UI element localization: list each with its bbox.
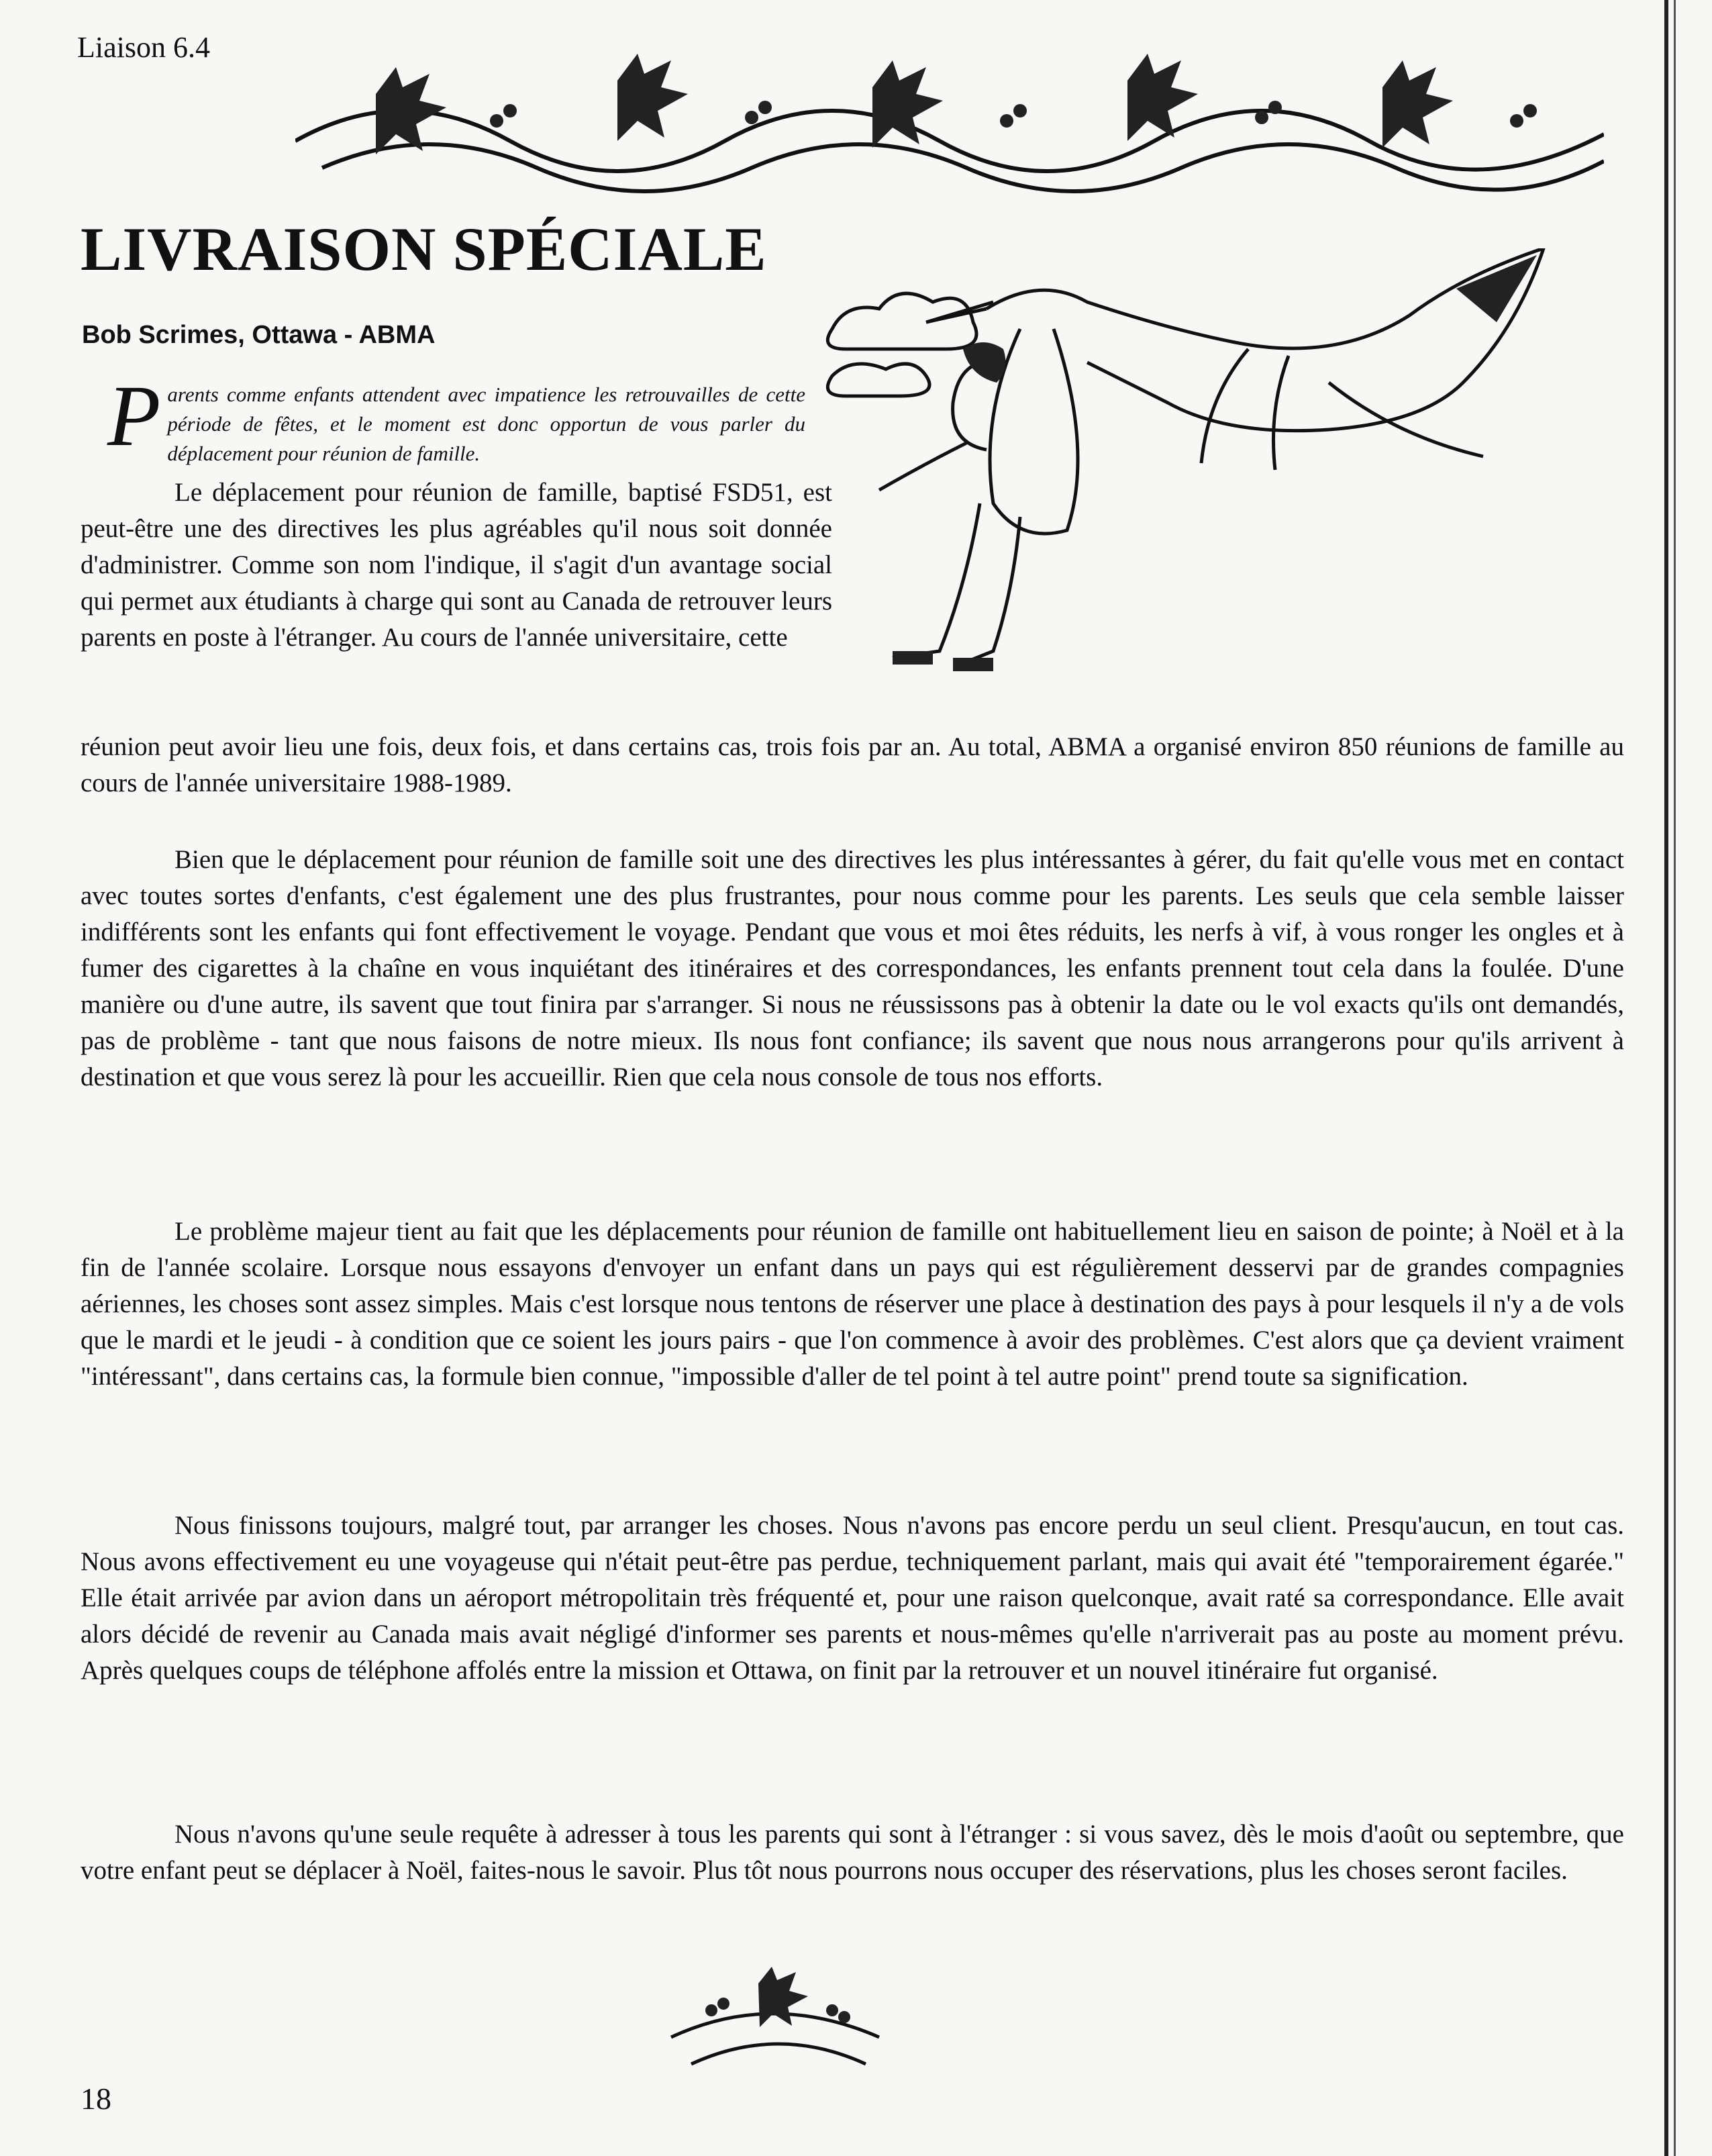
paragraph-3: [81, 1214, 1624, 1395]
paragraph-2: [81, 842, 1624, 1095]
intro-text: arents comme enfants attendent avec impatience les retrouvailles de cette période de fêtes, et le moment est donc opportun de vous parler du déplacement pour réunion de famille.: [167, 383, 805, 465]
page-number: 18: [81, 2081, 111, 2116]
paragraph-1-continued: réunion peut avoir lieu une fois, deux fois, et dans certains cas, trois fois par an. Au total, ABMA a organisé environ 850 réunions de famille au cours de l'année universitaire 1988-1989.: [81, 732, 1624, 797]
paragraph-1-text: Le déplacement pour réunion de famille, baptisé FSD51, est peut-être une des directives les plus agréables qu'il nous soit donnée d'administrer. Comme son nom l'indique, il s'agit d'un avantage social qui permet aux étudiants à charge qui sont au Canada de retrouver leurs parents en poste à l'étranger. Au cours de l'année universitaire, cette: [81, 478, 832, 652]
paragraph-5: [81, 1816, 1624, 1889]
header-label: Liaison 6.4: [77, 31, 210, 64]
stork-icon: [819, 248, 1624, 705]
paragraph-1: [81, 475, 832, 656]
page-edge-shadow: [1674, 0, 1676, 2156]
drop-cap: P: [107, 368, 161, 464]
intro-paragraph: [81, 368, 805, 469]
holly-border-icon: [295, 40, 1604, 201]
byline: Bob Scrimes, Ottawa - ABMA: [82, 321, 436, 349]
paragraph-4-text: Nous finissons toujours, malgré tout, par arranger les choses. Nous n'avons pas encore perdu un seul client. Presqu'aucun, en tout cas. Nous avons effectivement eu une voyageuse qui n'était peut-être pas perdue, techniquement parlant, mais qui avait été "temporairement égarée." Elle était arrivée par avion dans un aéroport métropolitain très fréquenté et, pour une raison quelconque, avait raté sa correspondance. Elle avait alors décidé de revenir au Canada mais avait négligé d'informer ses parents et nous-mêmes qu'elle n'arriverait pas au poste au moment prévu. Après quelques coups de téléphone affolés entre la mission et Ottawa, on finit par la retrouver et un nouvel itinéraire fut organisé.: [81, 1511, 1624, 1685]
holly-sprig-icon: [664, 1963, 886, 2077]
paragraph-4: [81, 1508, 1624, 1689]
paragraph-3-text: Le problème majeur tient au fait que les déplacements pour réunion de famille ont habituellement lieu en saison de pointe; à Noël et à la fin de l'année scolaire. Lorsque nous essayons d'envoyer un enfant dans un pays qui est régulièrement desservi par de grandes compagnies aériennes, les choses sont assez simples. Mais c'est lorsque nous tentons de réserver une place à destination des pays à pour lesquels il n'y a de vols que le mardi et le jeudi - à condition que ce soient les jours pairs - que l'on commence à avoir des problèmes. C'est alors que ça devient vraiment "intéressant", dans certains cas, la formule bien connue, "impossible d'aller de tel point à tel autre point" prend toute sa signification.: [81, 1217, 1624, 1391]
paragraph-2-text: Bien que le déplacement pour réunion de famille soit une des directives les plus intéressantes à gérer, du fait qu'elle vous met en contact avec toutes sortes d'enfants, c'est également une des plus frustrantes, pour nous comme pour les parents. Les seuls que cela semble laisser indifférents sont les enfants qui font effectivement le voyage. Pendant que vous et moi êtes réduits, les nerfs à vif, à vous ronger les ongles et à fumer des cigarettes à la chaîne en vous inquiétant des itinéraires et des correspondances, les enfants prennent tout cela dans la foulée. D'une manière ou d'une autre, ils savent que tout finira par s'arranger. Si nous ne réussissons pas à obtenir la date ou le vol exacts qu'ils ont demandés, pas de problème - tant que nous faisons de notre mieux. Ils nous font confiance; ils savent que nous nous arrangerons pour qu'ils arrivent à destination et que vous serez là pour les accueillir. Rien que cela nous console de tous nos efforts.: [81, 845, 1624, 1091]
article-title: LIVRAISON SPÉCIALE: [81, 215, 767, 283]
page-edge: [1664, 0, 1668, 2156]
paragraph-5-text: Nous n'avons qu'une seule requête à adresser à tous les parents qui sont à l'étranger : si vous savez, dès le mois d'août ou septembre, que votre enfant peut se déplacer à Noël, faites-nous le savoir. Plus tôt nous pourrons nous occuper des réservations, plus les choses seront faciles.: [81, 1820, 1624, 1885]
